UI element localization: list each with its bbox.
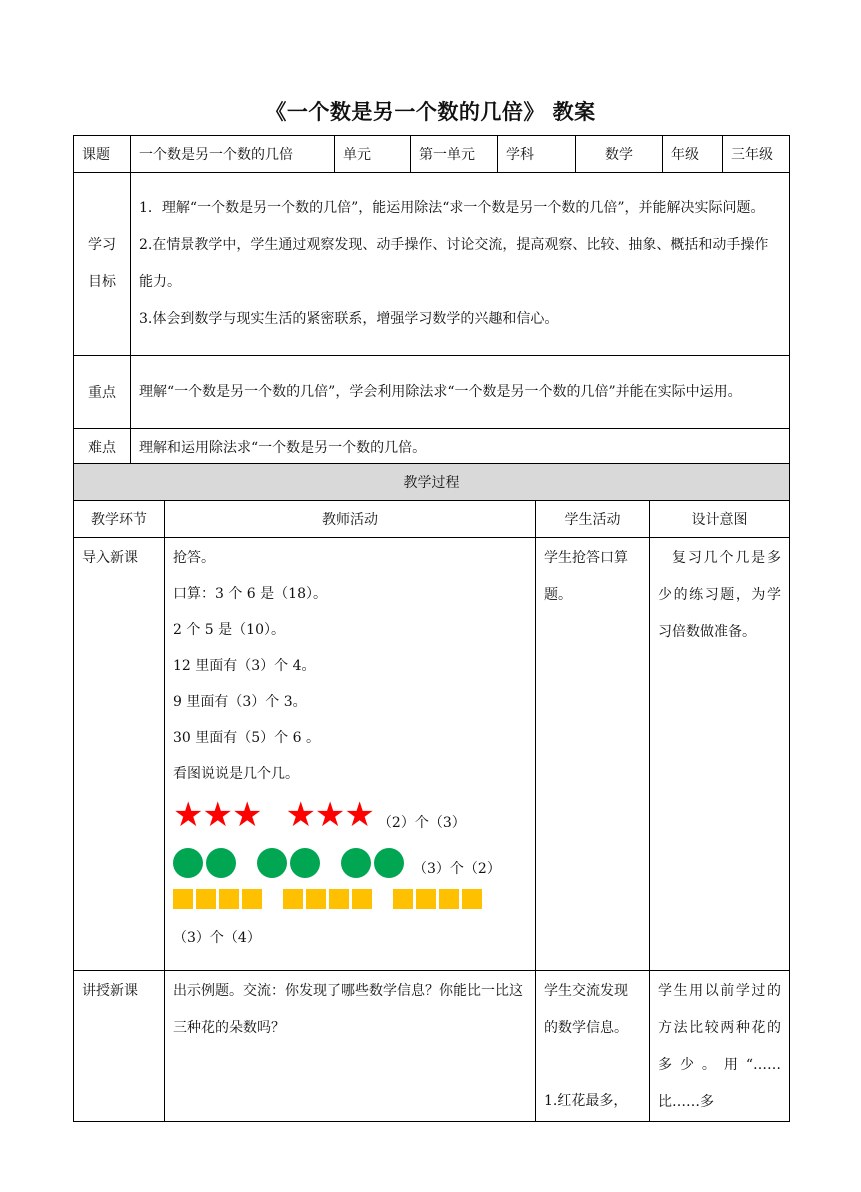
- star-icon: ★★★: [173, 795, 262, 835]
- intent-intro: 复习几个几是多少的练习题，为学习倍数做准备。: [650, 538, 790, 971]
- column-teacher: 教师活动: [165, 501, 536, 538]
- square-icon: [173, 889, 193, 909]
- goal-item: 3.体会到数学与现实生活的紧密联系，增强学习数学的兴趣和信心。: [139, 311, 559, 327]
- squares-answer: （3）个（4）: [173, 930, 261, 946]
- goals-label: 学习目标: [74, 173, 131, 356]
- teacher-intro: [165, 538, 536, 971]
- square-icon: [219, 889, 239, 909]
- circle-icon: [341, 848, 371, 878]
- teacher-line: 9 里面有（3）个 3。: [173, 694, 307, 710]
- student-new: [536, 971, 650, 1122]
- square-icon: [352, 889, 372, 909]
- squares-row: [173, 878, 527, 920]
- info-table: [73, 135, 790, 466]
- square-icon: [462, 889, 482, 909]
- unit-label: 单元: [335, 136, 411, 173]
- student-new-line: 1.红花最多，: [544, 1093, 628, 1109]
- star-icon: ★★★: [285, 795, 374, 835]
- page-title: 《一个数是另一个数的几倍》 教案: [265, 99, 596, 124]
- circle-icon: [173, 848, 203, 878]
- square-icon: [416, 889, 436, 909]
- column-intent: 设计意图: [650, 501, 790, 538]
- subject-label: 学科: [498, 136, 576, 173]
- circle-icon: [257, 848, 287, 878]
- grade-value: 三年级: [723, 136, 790, 173]
- square-icon: [306, 889, 326, 909]
- circle-icon: [290, 848, 320, 878]
- column-student: 学生活动: [536, 501, 650, 538]
- teacher-line: 口算：3 个 6 是（18）。: [173, 586, 327, 602]
- square-icon: [439, 889, 459, 909]
- teacher-line: 抢答。: [173, 550, 215, 566]
- topic-value: 一个数是另一个数的几倍: [131, 136, 335, 173]
- key-point-text: 理解“一个数是另一个数的几倍”，学会利用除法求“一个数是另一个数的几倍”并能在实际中运用。: [131, 356, 790, 429]
- stars-answer: （2）个（3）: [377, 815, 466, 831]
- square-icon: [329, 889, 349, 909]
- difficulty-text: 理解和运用除法求“一个数是另一个数的几倍。: [131, 429, 790, 466]
- stage-new: 讲授新课: [74, 971, 165, 1122]
- difficulty-label: 难点: [74, 429, 131, 466]
- grade-label: 年级: [663, 136, 723, 173]
- process-table: [73, 463, 790, 1122]
- goals-content: [131, 173, 790, 356]
- process-header: 教学过程: [74, 464, 790, 501]
- teacher-new: 出示例题。交流：你发现了哪些数学信息？你能比一比这三种花的朵数吗？: [165, 971, 536, 1122]
- goal-item: 2.在情景教学中，学生通过观察发现、动手操作、讨论交流，提高观察、比较、抽象、概括和动手操作能力。: [139, 237, 769, 290]
- student-intro: 学生抢答口算题。: [536, 538, 650, 971]
- key-point-label: 重点: [74, 356, 131, 429]
- circles-row: [173, 832, 527, 878]
- goal-item: 1．理解“一个数是另一个数的几倍”，能运用除法“求一个数是另一个数的几倍”，并能解决实际问题。: [139, 200, 765, 216]
- square-icon: [242, 889, 262, 909]
- teacher-line: 12 里面有（3）个 4。: [173, 658, 316, 674]
- teacher-line: 30 里面有（5）个 6 。: [173, 730, 320, 746]
- teacher-line: 看图说说是几个几。: [173, 766, 299, 782]
- square-icon: [196, 889, 216, 909]
- circle-icon: [374, 848, 404, 878]
- teacher-line: 2 个 5 是（10）。: [173, 622, 285, 638]
- stars-row: [173, 792, 527, 835]
- unit-value: 第一单元: [411, 136, 498, 173]
- intent-new: 学生用以前学过的方法比较两种花的多少。用“……比……多: [650, 971, 790, 1122]
- topic-label: 课题: [74, 136, 131, 173]
- square-icon: [393, 889, 413, 909]
- circles-answer: （3）个（2）: [413, 861, 501, 877]
- subject-value: 数学: [576, 136, 663, 173]
- square-icon: [283, 889, 303, 909]
- student-new-line: 学生交流发现的数学信息。: [544, 983, 628, 1036]
- column-stage: 教学环节: [74, 501, 165, 538]
- stage-intro: 导入新课: [74, 538, 165, 971]
- circle-icon: [206, 848, 236, 878]
